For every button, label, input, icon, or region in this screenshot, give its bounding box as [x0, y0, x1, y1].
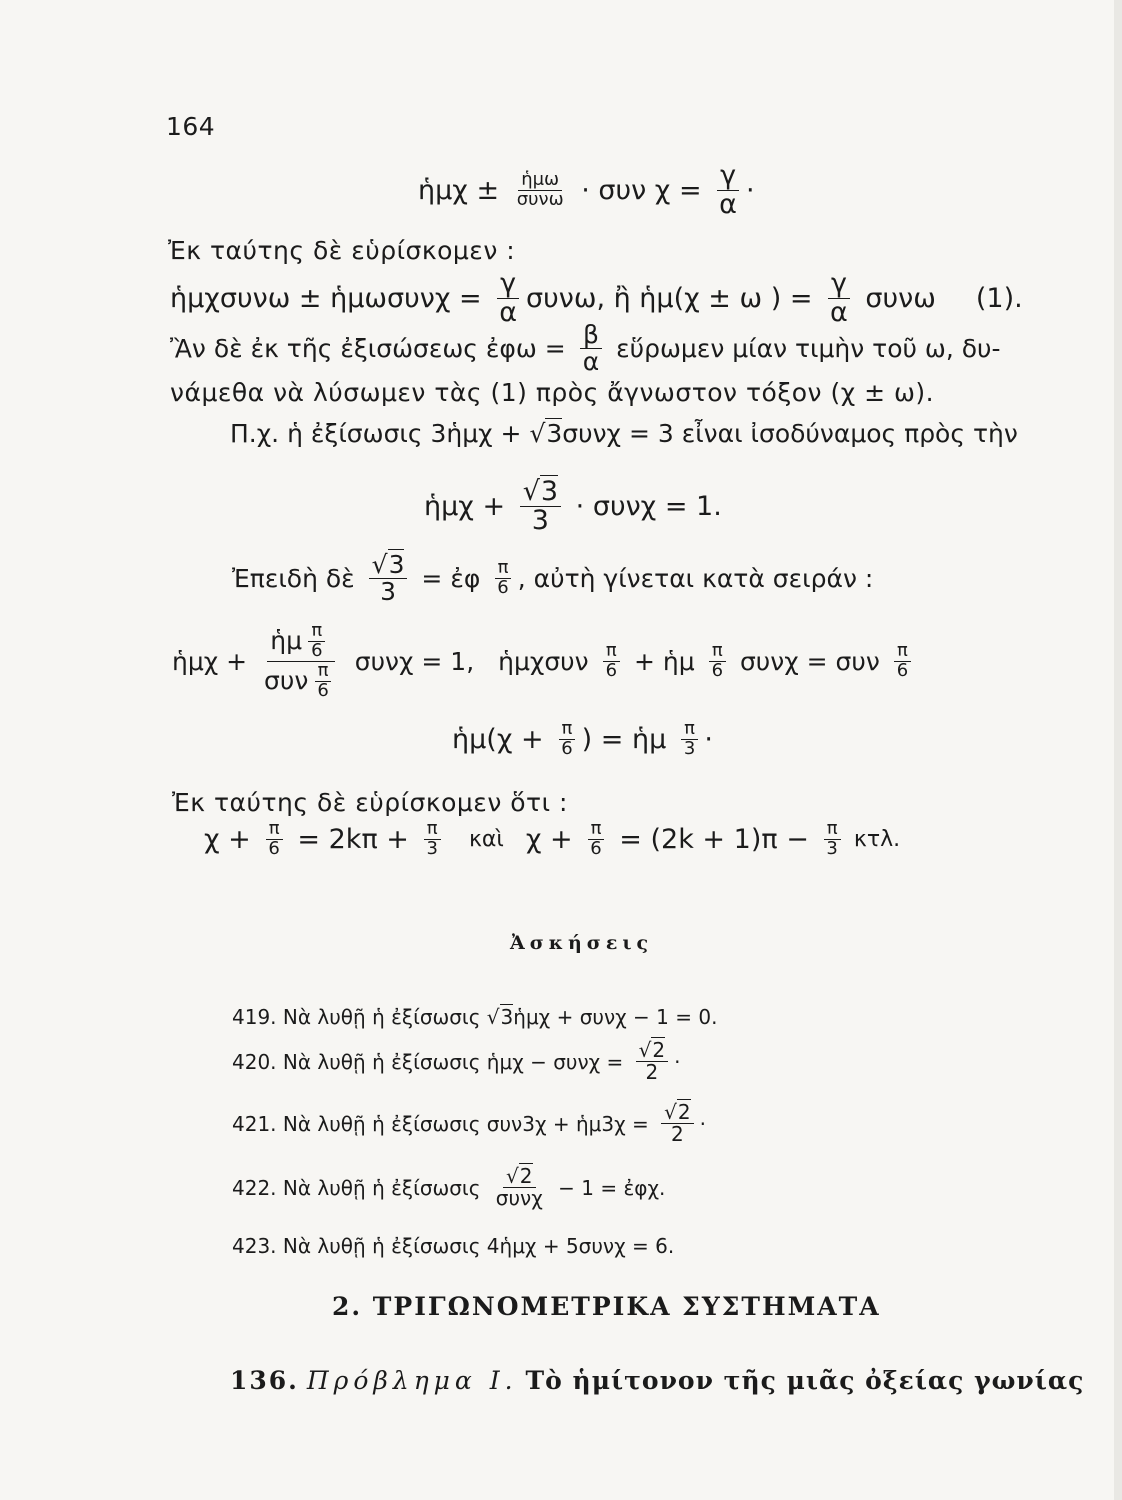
equation-4: Π.χ. ἡ ἐξίσωσις 3ἡμχ + √ 3 συνχ = 3 εἶναι ἰσοδύναμος πρὸς τὴν	[230, 418, 1018, 448]
equation-3: Ἂν δὲ ἐκ τῆς ἐξισώσεως ἐφω = $\frac{\beta}{\alpha}$ εὕρωμεν μίαν τιμὴν τοῦ ω, δυ-	[170, 320, 1001, 377]
fraction: $\frac{\gamma}{\alpha}$	[716, 162, 740, 220]
exercise-422: 422. Νὰ λυθῇ ἡ ἐξίσωσις $\frac{√2}{\text{συνχ}}$ − 1 = ἐφχ.	[232, 1164, 666, 1210]
equation-tag: (1).	[975, 283, 1023, 315]
exercise-420: 420. Νὰ λυθῇ ἡ ἐξίσωσις ἡμχ − συνχ = $\frac{√2}{2}$ ·	[232, 1038, 681, 1084]
text-line: Ἐκ ταύτης δὲ εὑρίσκομεν ὅτι :	[172, 788, 568, 817]
fraction: $\frac{\gamma}{\alpha}$	[496, 270, 520, 328]
page-number: 164	[166, 112, 216, 141]
exercises-heading: Ἀσκήσεις	[510, 932, 654, 954]
compound-fraction: ἡμ $\frac{\pi}{6}$ συν $\frac{\pi}{6}$	[261, 622, 341, 701]
text-line: νάμεθα νὰ λύσωμεν τὰς (1) πρὸς ἄγνωστον τόξον (χ ± ω).	[170, 378, 935, 407]
exercise-423: 423. Νὰ λυθῇ ἡ ἐξίσωσις 4ἡμχ + 5συνχ = 6.	[232, 1234, 675, 1258]
equation-6: Ἐπειδὴ δὲ $\frac{√3}{3}$ = ἐφ $\frac{\pi}{6}$ , αὐτὴ γίνεται κατὰ σειράν :	[232, 550, 874, 607]
fraction: $\frac{\pi}{6}$	[494, 559, 511, 598]
equation-9: χ + $\frac{\pi}{6}$ = 2kπ + $\frac{\pi}{3}$ καὶ χ + $\frac{\pi}{6}$ = (2k + 1)π − $\frac{\pi}{3}$ κτλ.	[204, 818, 901, 859]
equation-5: ἡμχ + $\frac{√3}{3}$ · συνχ = 1.	[424, 476, 722, 537]
exercise-421: 421. Νὰ λυθῇ ἡ ἐξίσωσις συν3χ + ἡμ3χ = $\frac{√2}{2}$ ·	[232, 1100, 706, 1146]
fraction: $\frac{√3}{3}$	[520, 478, 561, 536]
text-line: Ἐκ ταύτης δὲ εὑρίσκομεν :	[168, 236, 516, 265]
fraction: $\frac{√3}{3}$	[369, 552, 408, 606]
fraction: $\frac{\beta}{\alpha}$	[580, 322, 602, 376]
fraction: $\frac{\text{ἡμω}}{\text{συνω}}$	[516, 169, 564, 211]
problem-136: 136. Πρόβλημα Ι. Τὸ ἡμίτονον τῆς μιᾶς ὀξείας γωνίας	[230, 1366, 1085, 1395]
equation-2: ἡμχσυνω ± ἡμωσυνχ = $\frac{\gamma}{\alpha}$ συνω, ἢ ἡμ(χ ± ω ) = $\frac{\gamma}{\alpha}$ συνω (1).	[170, 268, 1023, 329]
page-edge-shadow	[1114, 0, 1122, 1500]
equation-1: ἡμχ ± $\frac{\text{ἡμω}}{\text{συνω}}$ · συν χ = $\frac{\gamma}{\alpha}$ ·	[418, 160, 755, 221]
equation-8: ἡμ(χ + $\frac{\pi}{6}$ ) = ἡμ $\frac{\pi}{3}$ ·	[452, 718, 713, 759]
fraction: $\frac{\gamma}{\alpha}$	[827, 270, 851, 328]
equation-7: ἡμχ + ἡμ $\frac{\pi}{6}$ συν $\frac{\pi}{6}$ συνχ = 1, ἡμχσυν $\frac{\pi}{6}$ + ἡμ $\frac{\pi}{6}$ συνχ = συν $\frac{\pi}{6}$	[172, 622, 917, 701]
exercise-419: 419. Νὰ λυθῇ ἡ ἐξίσωσις √ 3 ἡμχ + συνχ − 1 = 0.	[232, 1004, 718, 1029]
section-title: 2. ΤΡΙΓΩΝΟΜΕΤΡΙΚΑ ΣΥΣΤΗΜΑΤΑ	[332, 1292, 881, 1321]
